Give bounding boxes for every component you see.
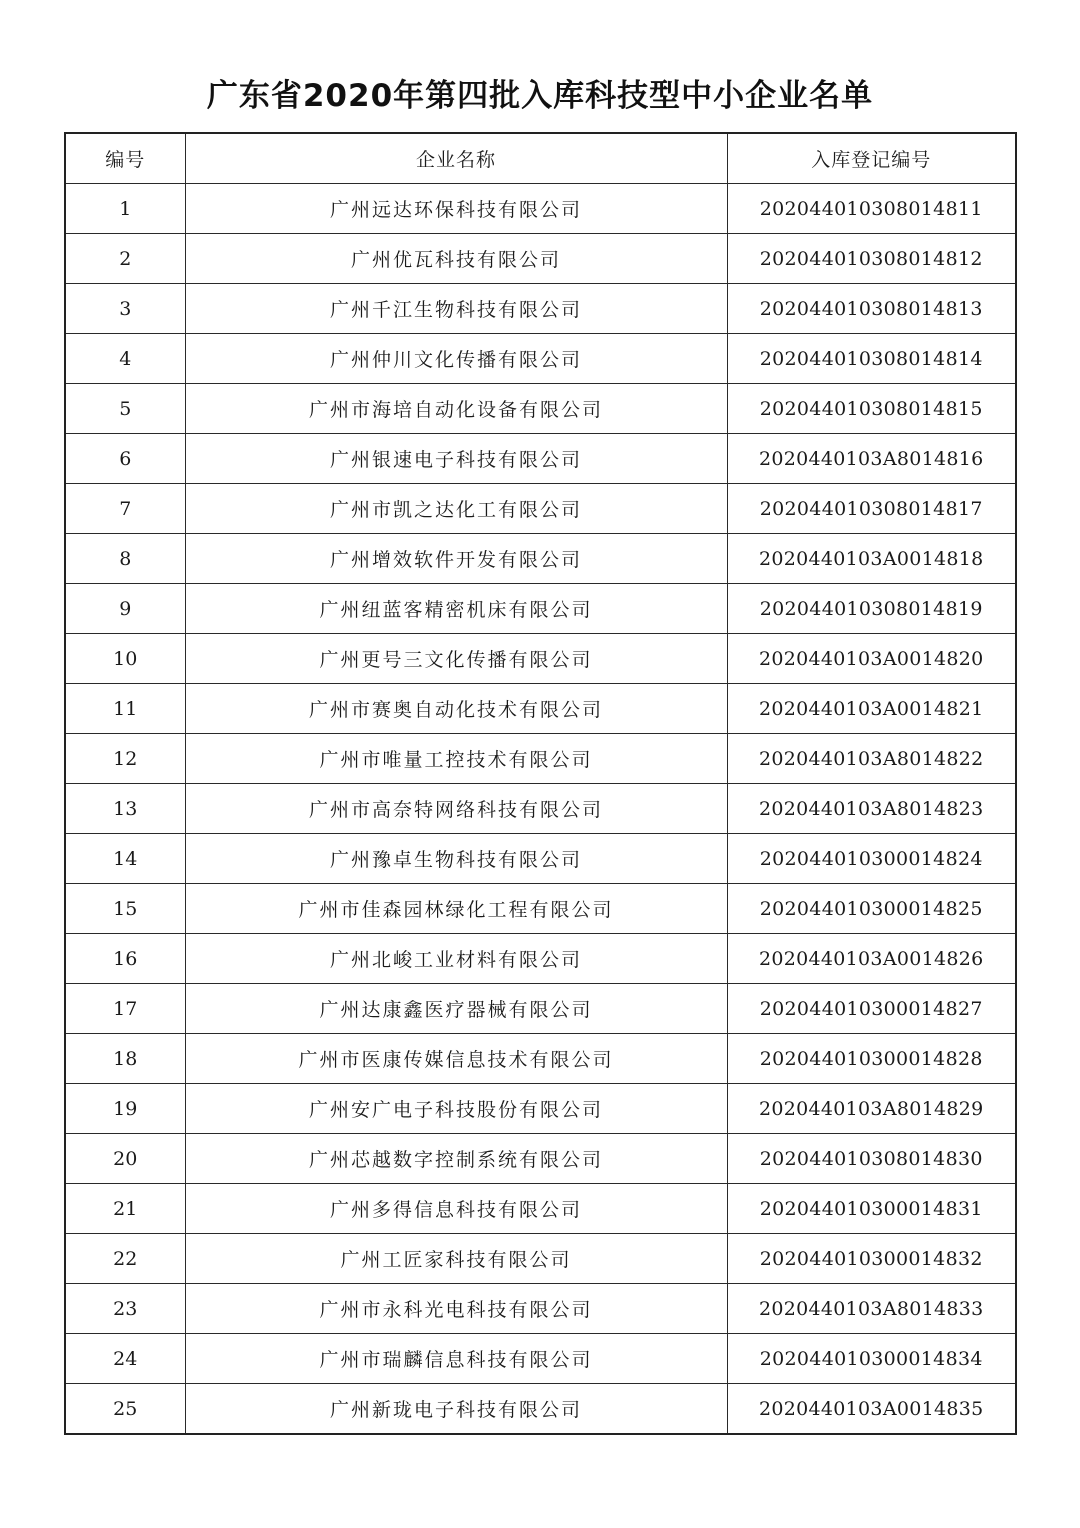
cell-number: 3 xyxy=(65,284,185,334)
table-row xyxy=(65,484,1016,534)
cell-registration-number: 202044010300014828 xyxy=(727,1034,1016,1084)
cell-enterprise-name: 广州芯越数字控制系统有限公司 xyxy=(185,1134,727,1184)
cell-number: 24 xyxy=(65,1334,185,1384)
cell-enterprise-name: 广州工匠家科技有限公司 xyxy=(185,1234,727,1284)
table-row xyxy=(65,884,1016,934)
cell-number: 11 xyxy=(65,684,185,734)
table-row xyxy=(65,234,1016,284)
table-row xyxy=(65,684,1016,734)
cell-enterprise-name: 广州更号三文化传播有限公司 xyxy=(185,634,727,684)
cell-number: 21 xyxy=(65,1184,185,1234)
cell-registration-number: 202044010300014824 xyxy=(727,834,1016,884)
document-title: 广东省2020年第四批入库科技型中小企业名单 xyxy=(206,78,874,114)
header-number: 编号 xyxy=(65,133,185,184)
cell-registration-number: 202044010308014812 xyxy=(727,234,1016,284)
table-row xyxy=(65,584,1016,634)
cell-registration-number: 202044010300014825 xyxy=(727,884,1016,934)
cell-registration-number: 2020440103A0014826 xyxy=(727,934,1016,984)
cell-registration-number: 202044010300014832 xyxy=(727,1234,1016,1284)
table-body xyxy=(65,184,1016,1435)
cell-registration-number: 202044010300014834 xyxy=(727,1334,1016,1384)
table-row xyxy=(65,634,1016,684)
cell-number: 23 xyxy=(65,1284,185,1334)
cell-registration-number: 202044010308014817 xyxy=(727,484,1016,534)
cell-number: 6 xyxy=(65,434,185,484)
cell-enterprise-name: 广州达康鑫医疗器械有限公司 xyxy=(185,984,727,1034)
cell-number: 8 xyxy=(65,534,185,584)
cell-enterprise-name: 广州北峻工业材料有限公司 xyxy=(185,934,727,984)
cell-enterprise-name: 广州新珑电子科技有限公司 xyxy=(185,1384,727,1435)
table-row xyxy=(65,934,1016,984)
cell-number: 7 xyxy=(65,484,185,534)
cell-registration-number: 202044010308014814 xyxy=(727,334,1016,384)
cell-registration-number: 2020440103A0014818 xyxy=(727,534,1016,584)
cell-enterprise-name: 广州市永科光电科技有限公司 xyxy=(185,1284,727,1334)
cell-number: 2 xyxy=(65,234,185,284)
table-row xyxy=(65,284,1016,334)
cell-enterprise-name: 广州多得信息科技有限公司 xyxy=(185,1184,727,1234)
cell-enterprise-name: 广州纽蓝客精密机床有限公司 xyxy=(185,584,727,634)
table-row xyxy=(65,1084,1016,1134)
cell-registration-number: 2020440103A8014816 xyxy=(727,434,1016,484)
table-row xyxy=(65,184,1016,234)
cell-registration-number: 202044010300014827 xyxy=(727,984,1016,1034)
cell-number: 15 xyxy=(65,884,185,934)
cell-enterprise-name: 广州千江生物科技有限公司 xyxy=(185,284,727,334)
table-row xyxy=(65,734,1016,784)
table-row xyxy=(65,1234,1016,1284)
cell-enterprise-name: 广州安广电子科技股份有限公司 xyxy=(185,1084,727,1134)
table-row xyxy=(65,434,1016,484)
cell-enterprise-name: 广州优瓦科技有限公司 xyxy=(185,234,727,284)
cell-registration-number: 202044010308014830 xyxy=(727,1134,1016,1184)
cell-enterprise-name: 广州远达环保科技有限公司 xyxy=(185,184,727,234)
cell-registration-number: 202044010300014831 xyxy=(727,1184,1016,1234)
cell-number: 5 xyxy=(65,384,185,434)
cell-number: 25 xyxy=(65,1384,185,1435)
table-header-row xyxy=(65,133,1016,184)
table-row xyxy=(65,334,1016,384)
cell-enterprise-name: 广州市赛奥自动化技术有限公司 xyxy=(185,684,727,734)
cell-registration-number: 202044010308014815 xyxy=(727,384,1016,434)
cell-number: 20 xyxy=(65,1134,185,1184)
cell-number: 9 xyxy=(65,584,185,634)
header-enterprise-name: 企业名称 xyxy=(185,133,727,184)
cell-registration-number: 2020440103A8014833 xyxy=(727,1284,1016,1334)
cell-number: 13 xyxy=(65,784,185,834)
cell-enterprise-name: 广州豫卓生物科技有限公司 xyxy=(185,834,727,884)
cell-number: 1 xyxy=(65,184,185,234)
cell-enterprise-name: 广州银速电子科技有限公司 xyxy=(185,434,727,484)
cell-enterprise-name: 广州市瑞麟信息科技有限公司 xyxy=(185,1334,727,1384)
cell-registration-number: 2020440103A8014829 xyxy=(727,1084,1016,1134)
cell-enterprise-name: 广州市唯量工控技术有限公司 xyxy=(185,734,727,784)
cell-number: 4 xyxy=(65,334,185,384)
cell-registration-number: 2020440103A8014823 xyxy=(727,784,1016,834)
cell-registration-number: 202044010308014811 xyxy=(727,184,1016,234)
cell-number: 17 xyxy=(65,984,185,1034)
header-registration-number: 入库登记编号 xyxy=(727,133,1016,184)
cell-number: 22 xyxy=(65,1234,185,1284)
cell-number: 10 xyxy=(65,634,185,684)
cell-registration-number: 2020440103A0014820 xyxy=(727,634,1016,684)
cell-registration-number: 2020440103A8014822 xyxy=(727,734,1016,784)
cell-number: 14 xyxy=(65,834,185,884)
cell-number: 12 xyxy=(65,734,185,784)
cell-registration-number: 202044010308014813 xyxy=(727,284,1016,334)
table-row xyxy=(65,1184,1016,1234)
table-row xyxy=(65,384,1016,434)
cell-enterprise-name: 广州市高奈特网络科技有限公司 xyxy=(185,784,727,834)
table-row xyxy=(65,1334,1016,1384)
table-row xyxy=(65,784,1016,834)
table-row xyxy=(65,1134,1016,1184)
cell-number: 19 xyxy=(65,1084,185,1134)
cell-registration-number: 202044010308014819 xyxy=(727,584,1016,634)
table-row xyxy=(65,984,1016,1034)
cell-enterprise-name: 广州市医康传媒信息技术有限公司 xyxy=(185,1034,727,1084)
enterprise-table xyxy=(64,132,1017,1435)
cell-registration-number: 2020440103A0014835 xyxy=(727,1384,1016,1435)
cell-number: 18 xyxy=(65,1034,185,1084)
cell-number: 16 xyxy=(65,934,185,984)
cell-enterprise-name: 广州增效软件开发有限公司 xyxy=(185,534,727,584)
table-row xyxy=(65,534,1016,584)
table-row xyxy=(65,1034,1016,1084)
cell-enterprise-name: 广州市海培自动化设备有限公司 xyxy=(185,384,727,434)
table-row xyxy=(65,1284,1016,1334)
table-row xyxy=(65,1384,1016,1435)
cell-registration-number: 2020440103A0014821 xyxy=(727,684,1016,734)
table-row xyxy=(65,834,1016,884)
cell-enterprise-name: 广州市佳森园林绿化工程有限公司 xyxy=(185,884,727,934)
cell-enterprise-name: 广州仲川文化传播有限公司 xyxy=(185,334,727,384)
cell-enterprise-name: 广州市凯之达化工有限公司 xyxy=(185,484,727,534)
